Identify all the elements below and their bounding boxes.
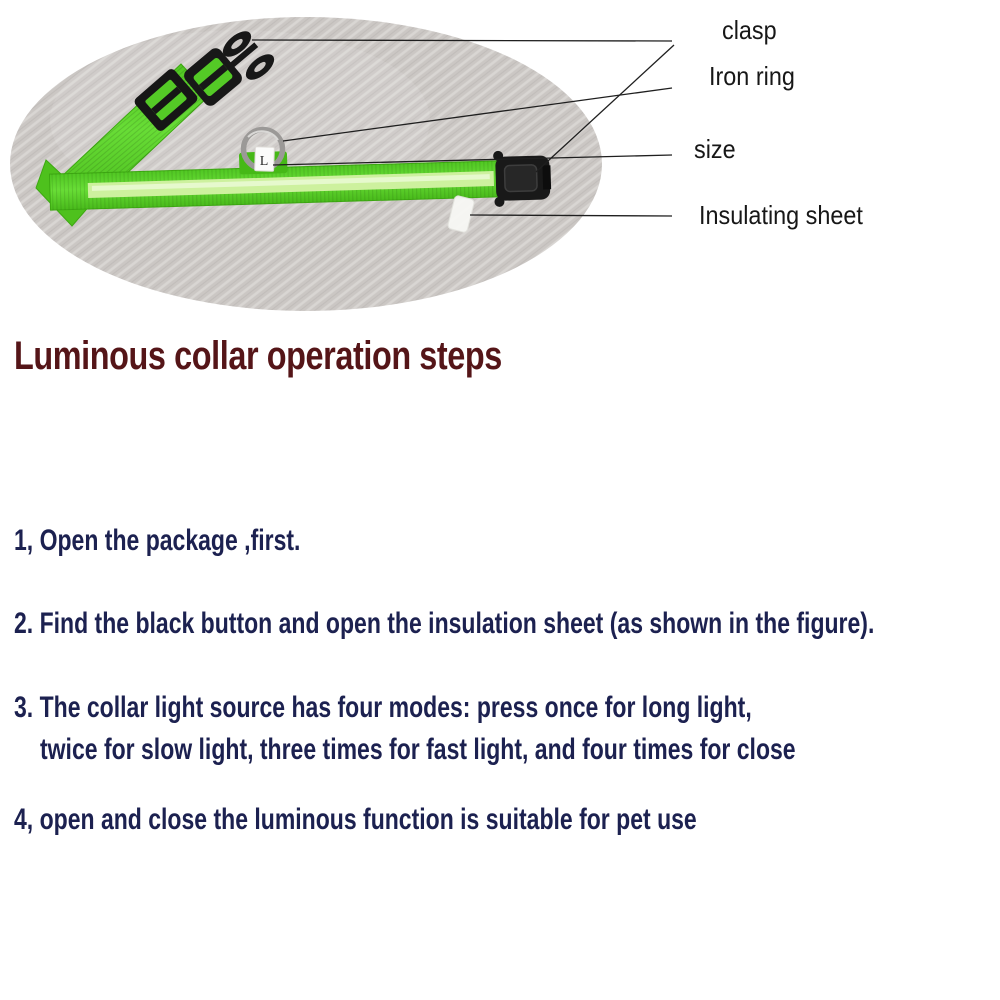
label-clasp: clasp <box>722 15 777 45</box>
size-tag-letter: L <box>259 154 269 169</box>
step-1: 1, Open the package ,first. <box>14 524 301 557</box>
annotated-collar-figure <box>0 0 1000 330</box>
label-iron-ring: Iron ring <box>709 61 795 91</box>
step-3-line-2: twice for slow light, three times for fast light, and four times for close <box>40 732 796 766</box>
page-title: Luminous collar operation steps <box>14 334 502 378</box>
buckle-button <box>504 165 537 192</box>
size-tag <box>255 147 275 172</box>
collar-photo-illustration <box>0 0 1000 330</box>
label-insulating-sheet: Insulating sheet <box>699 200 863 230</box>
step-3: 3. The collar light source has four modes: press once for long light, twice for slow light, three times for fast light, and four times for close <box>14 691 796 766</box>
step-2: 2. Find the black button and open the insulation sheet (as shown in the figure). <box>14 607 875 640</box>
label-size: size <box>694 134 736 164</box>
step-4: 4, open and close the luminous function is suitable for pet use <box>14 803 697 836</box>
